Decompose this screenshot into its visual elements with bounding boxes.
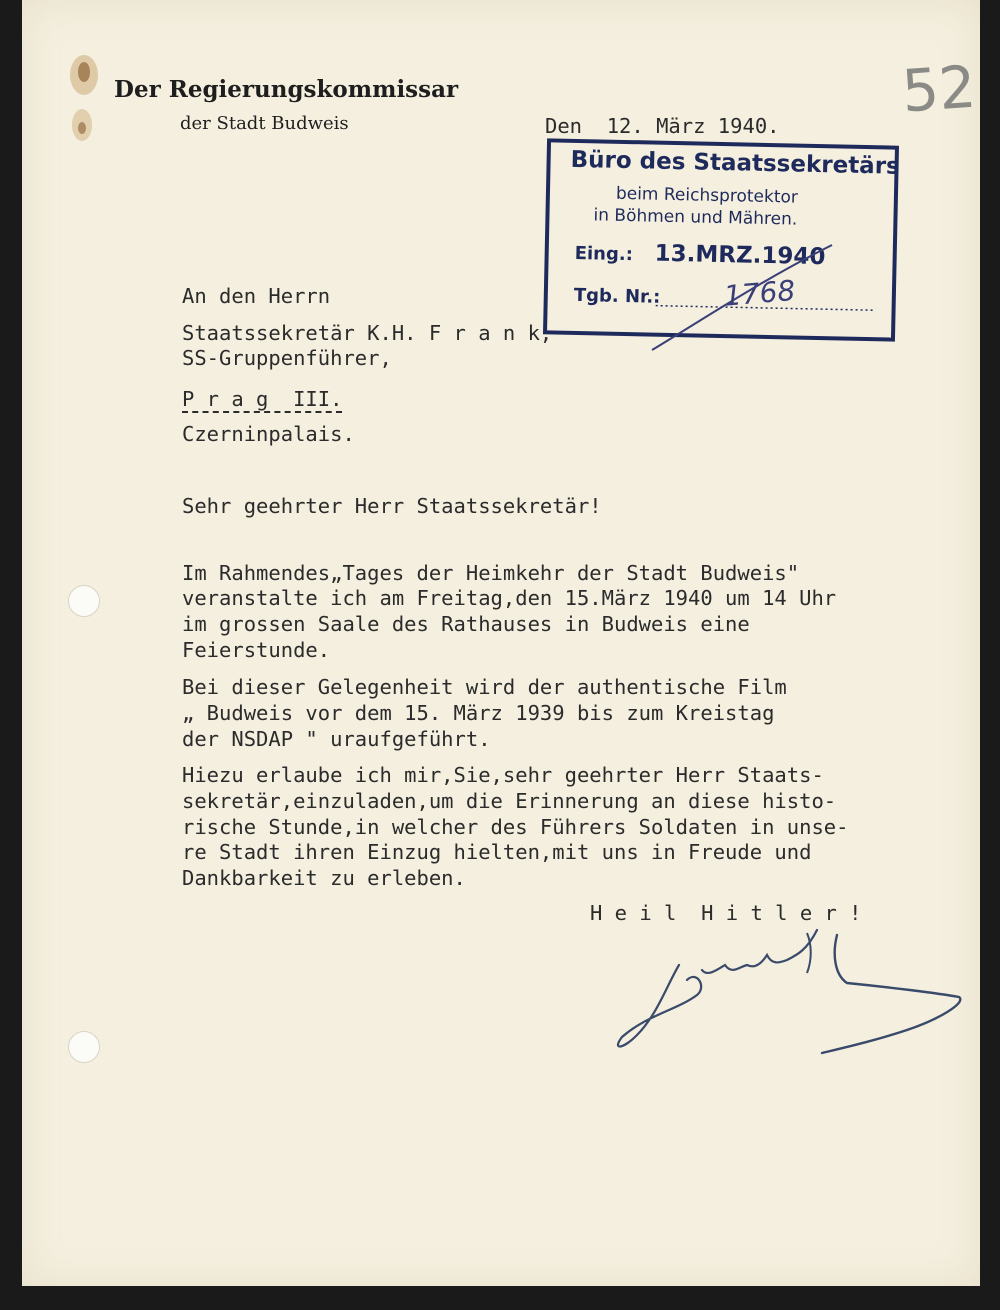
pencil-number: 52	[899, 52, 979, 126]
punch-hole-bottom	[68, 1031, 100, 1063]
letterhead-subtitle: der Stadt Budweis	[180, 113, 349, 134]
body-p2-line2: „ Budweis vor dem 15. März 1939 bis zum Kreistag	[182, 701, 775, 725]
letterhead-title: Der Regierungskommissar	[114, 76, 459, 103]
body-p1-line4: Feierstunde.	[182, 638, 331, 662]
stamp-tgb-number: 1768	[722, 273, 797, 313]
stamp-eing-label: Eing.:	[574, 242, 634, 266]
body-p2-line3: der NSDAP " uraufgeführt.	[182, 727, 491, 751]
address-line3: SS-Gruppenführer,	[182, 346, 392, 370]
salutation: Sehr geehrter Herr Staatssekretär!	[182, 494, 602, 518]
pen-stroke	[642, 240, 842, 360]
body-p3-line3: rische Stunde,in welcher des Führers Soldaten in unse-	[182, 815, 849, 839]
letter-page	[22, 0, 980, 1286]
body-p1-line1: Im Rahmendes„Tages der Heimkehr der Stadt Budweis"	[182, 561, 800, 585]
letter-date: Den 12. März 1940.	[545, 114, 780, 138]
body-p3-line4: re Stadt ihren Einzug hielten,mit uns in Freude und	[182, 840, 812, 864]
stamp-eing-date: 13.MRZ.1940	[654, 240, 826, 271]
body-p3-line1: Hiezu erlaube ich mir,Sie,sehr geehrter Herr Staats-	[182, 763, 824, 787]
punch-hole-top	[68, 585, 100, 617]
signature	[607, 925, 977, 1070]
stamp-tgb-label: Tgb. Nr.:	[573, 284, 661, 308]
body-p1-line2: veranstalte ich am Freitag,den 15.März 1940 um 14 Uhr	[182, 586, 837, 610]
body-p3-line2: sekretär,einzuladen,um die Erinnerung an diese histo-	[182, 789, 837, 813]
body-p1-line3: im grossen Saale des Rathauses in Budweis eine	[182, 612, 750, 636]
stamp-title: Büro des Staatssekretärs	[570, 146, 901, 180]
stamp-line3: in Böhmen und Mähren.	[593, 205, 798, 230]
burn-mark	[54, 50, 124, 160]
address-city: P r a g III.	[182, 387, 343, 411]
stamp-line2: beim Reichsprotektor	[615, 183, 799, 208]
body-p2-line1: Bei dieser Gelegenheit wird der authentische Film	[182, 675, 787, 699]
closing: H e i l H i t l e r !	[590, 901, 862, 925]
body-p3-line5: Dankbarkeit zu erleben.	[182, 866, 466, 890]
address-line1: An den Herrn	[182, 284, 331, 308]
address-line5: Czerninpalais.	[182, 422, 355, 446]
address-line2: Staatssekretär K.H. F r a n k,	[182, 321, 553, 345]
